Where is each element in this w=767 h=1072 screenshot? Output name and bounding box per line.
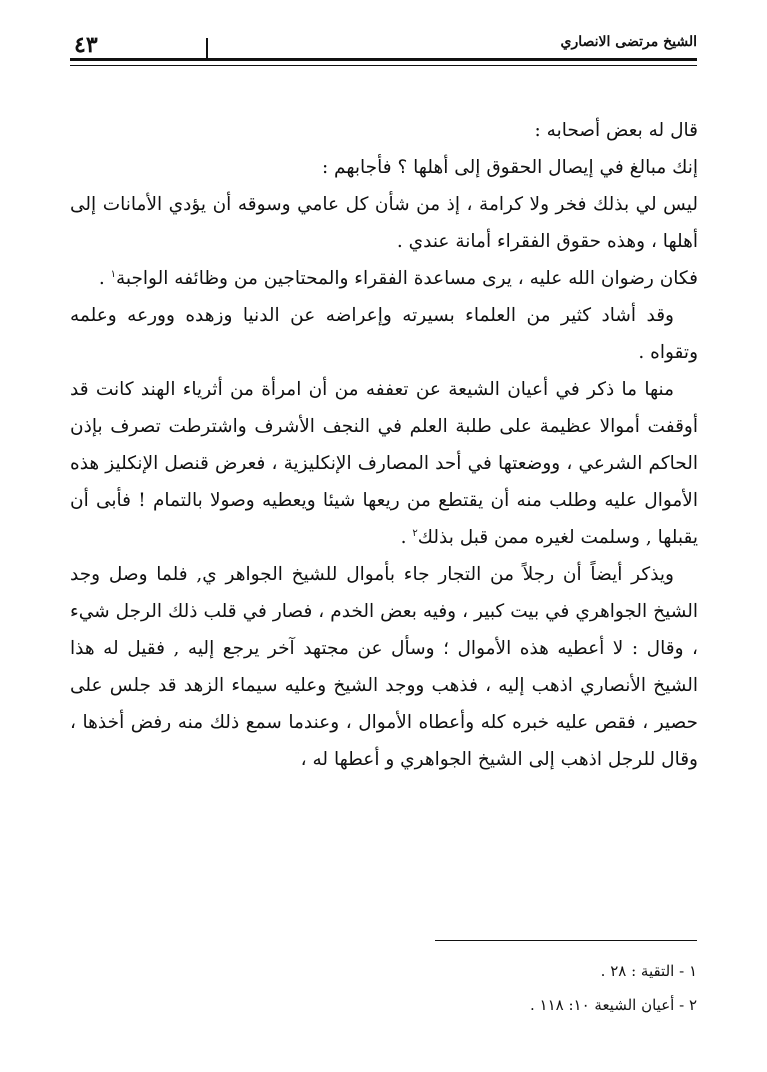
- paragraph: منها ما ذكر في أعيان الشيعة عن تعففه من أن امرأة من أثرياء الهند كانت قد أوقفت أموالا عظيمة على طلبة العلم في النجف الأشرف واشترطت تصرف بإذن الحاكم الشرعي ، ووضعتها في أحد المصارف الإنكليزية ، فعرض قنصل الإنكليز هذه الأموال عليه وطلب منه أن يقتطع من ريعها شيئا ويعطيه وصولا بالتمام ! فأبى أن يقبلها , وسلمت لغيره ممن قبل بذلك$^٢$ .: [70, 379, 698, 548]
- paragraph: ويذكر أيضاً أن رجلاً من التجار جاء بأموال للشيخ الجواهر ي, فلما وصل وجد الشيخ الجواهري في بيت كبير ، وفيه بعض الخدم ، فصار في قلب ذلك الرجل شيء ، وقال : لا أعطيه هذه الأموال ؛ وسأل عن مجتهد آخر يرجع إليه , فقيل له هذا الشيخ الأنصاري اذهب إليه ، فذهب ووجد الشيخ وعليه سيماء الزهد قد جلس على حصير ، فقص عليه خبره كله وأعطاه الأموال ، وعندما سمع ذلك منه رفض أخذها ، وقال للرجل اذهب إلى الشيخ الجواهري و أعطها له ،: [70, 564, 698, 770]
- paragraph: فكان رضوان الله عليه ، يرى مساعدة الفقراء والمحتاجين من وظائفه الواجبة$^١$ .: [98, 268, 698, 289]
- header-rule-thin: [70, 65, 697, 66]
- footnote: ٢ - أعيان الشيعة ١٠: ١١٨ .: [529, 996, 697, 1014]
- footnote-separator: [435, 940, 697, 941]
- paragraph: قال له بعض أصحابه :: [534, 120, 698, 141]
- footnote-mark: ٢: [412, 527, 418, 539]
- footnote: ١ - التقية : ٢٨ .: [600, 962, 697, 980]
- body-text: [70, 112, 698, 778]
- paragraph: ليس لي بذلك فخر ولا كرامة ، إذ من شأن كل عامي وسوقه أن يؤدي الأمانات إلى أهلها ، وهذه حقوق الفقراء أمانة عندي .: [70, 194, 698, 252]
- header-rule-thick: [70, 58, 697, 61]
- paragraph-text: فكان رضوان الله عليه ، يرى مساعدة الفقراء والمحتاجين من وظائفه الواجبة: [115, 268, 698, 289]
- header-title: الشيخ مرتضى الانصاري: [560, 34, 697, 50]
- paragraph: وقد أشاد كثير من العلماء بسيرته وإعراضه عن الدنيا وزهده وورعه وعلمه وتقواه .: [70, 305, 698, 363]
- page-number: ٤٣: [74, 32, 98, 58]
- header-divider-tick: [206, 38, 208, 58]
- footnotes: [297, 954, 697, 1022]
- paragraph: إنك مبالغ في إيصال الحقوق إلى أهلها ؟ فأجابهم :: [321, 157, 698, 178]
- footnote-mark: ١: [110, 268, 116, 280]
- paragraph-text: منها ما ذكر في أعيان الشيعة عن تعففه من أن امرأة من أثرياء الهند كانت قد أوقفت أموالا عظيمة على طلبة العلم في النجف الأشرف واشترطت تصرف بإذن الحاكم الشرعي ، ووضعتها في أحد المصارف الإنكليزية ، فعرض قنصل الإنكليز هذه الأموال عليه وطلب منه أن يقتطع من ريعها شيئا ويعطيه وصولا بالتمام ! فأبى أن يقبلها , وسلمت لغيره ممن قبل بذلك: [70, 379, 698, 548]
